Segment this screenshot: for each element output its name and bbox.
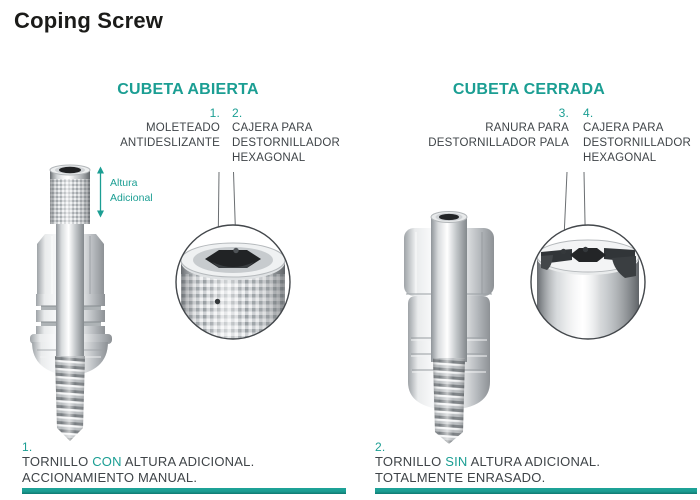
callout-number: 4.: [583, 106, 594, 120]
caption-number: 1.: [22, 440, 33, 454]
caption-open-tray: [22, 440, 254, 486]
section-header-cubeta-cerrada: CUBETA CERRADA: [452, 81, 606, 98]
callout-number: 1.: [209, 106, 220, 120]
callout-cajera-cerrada: [583, 106, 691, 166]
caption-highlight: CON: [92, 454, 122, 469]
callout-label-line: CAJERA PARA: [583, 122, 664, 134]
caption-prefix: TORNILLO: [375, 454, 446, 469]
caption-highlight: SIN: [445, 454, 468, 469]
right-screw-illustration: [404, 212, 494, 449]
caption-text-line1: [22, 454, 254, 470]
callout-label-line: RANURA PARA: [485, 122, 569, 134]
callout-number: 2.: [232, 106, 243, 120]
caption-text-line2: ACCIONAMIENTO MANUAL.: [22, 470, 198, 485]
callout-label-line: HEXAGONAL: [583, 152, 657, 164]
callout-cajera-abierta: [232, 106, 340, 166]
caption-text-line2: TOTALMENTE ENRASADO.: [375, 470, 546, 485]
callout-label-line: ANTIDESLIZANTE: [120, 137, 220, 149]
dimension-label-line: Adicional: [110, 192, 153, 204]
dimension-arrow-icon: [97, 167, 104, 218]
callout-number: 3.: [558, 106, 569, 120]
callout-moleteado: [120, 106, 220, 151]
caption-prefix: TORNILLO: [22, 454, 93, 469]
caption-closed-tray: [375, 440, 600, 486]
callout-label-line: HEXAGONAL: [232, 152, 306, 164]
magnifier-circle-open: [176, 225, 290, 342]
section-header-cubeta-abierta: CUBETA ABIERTA: [117, 81, 259, 98]
callout-ranura: [428, 106, 569, 151]
caption-suffix: ALTURA ADICIONAL.: [467, 454, 601, 469]
dimension-label: [110, 176, 153, 206]
dimension-label-line: Altura: [110, 177, 138, 189]
magnifier-circle-closed: [531, 225, 645, 342]
page-title: Coping Screw: [14, 8, 164, 33]
caption-underline-bar: [22, 488, 346, 494]
callout-label-line: DESTORNILLADOR: [583, 137, 692, 149]
caption-suffix: ALTURA ADICIONAL.: [121, 454, 255, 469]
caption-underline-bar: [375, 488, 697, 494]
caption-text-line1: [375, 454, 600, 470]
caption-number: 2.: [375, 440, 386, 454]
left-screw-illustration: [30, 165, 112, 444]
callout-label-line: DESTORNILLADOR: [232, 137, 341, 149]
callout-label-line: MOLETEADO: [145, 122, 220, 134]
callout-label-line: DESTORNILLADOR PALA: [428, 137, 569, 149]
callout-label-line: CAJERA PARA: [232, 122, 313, 134]
